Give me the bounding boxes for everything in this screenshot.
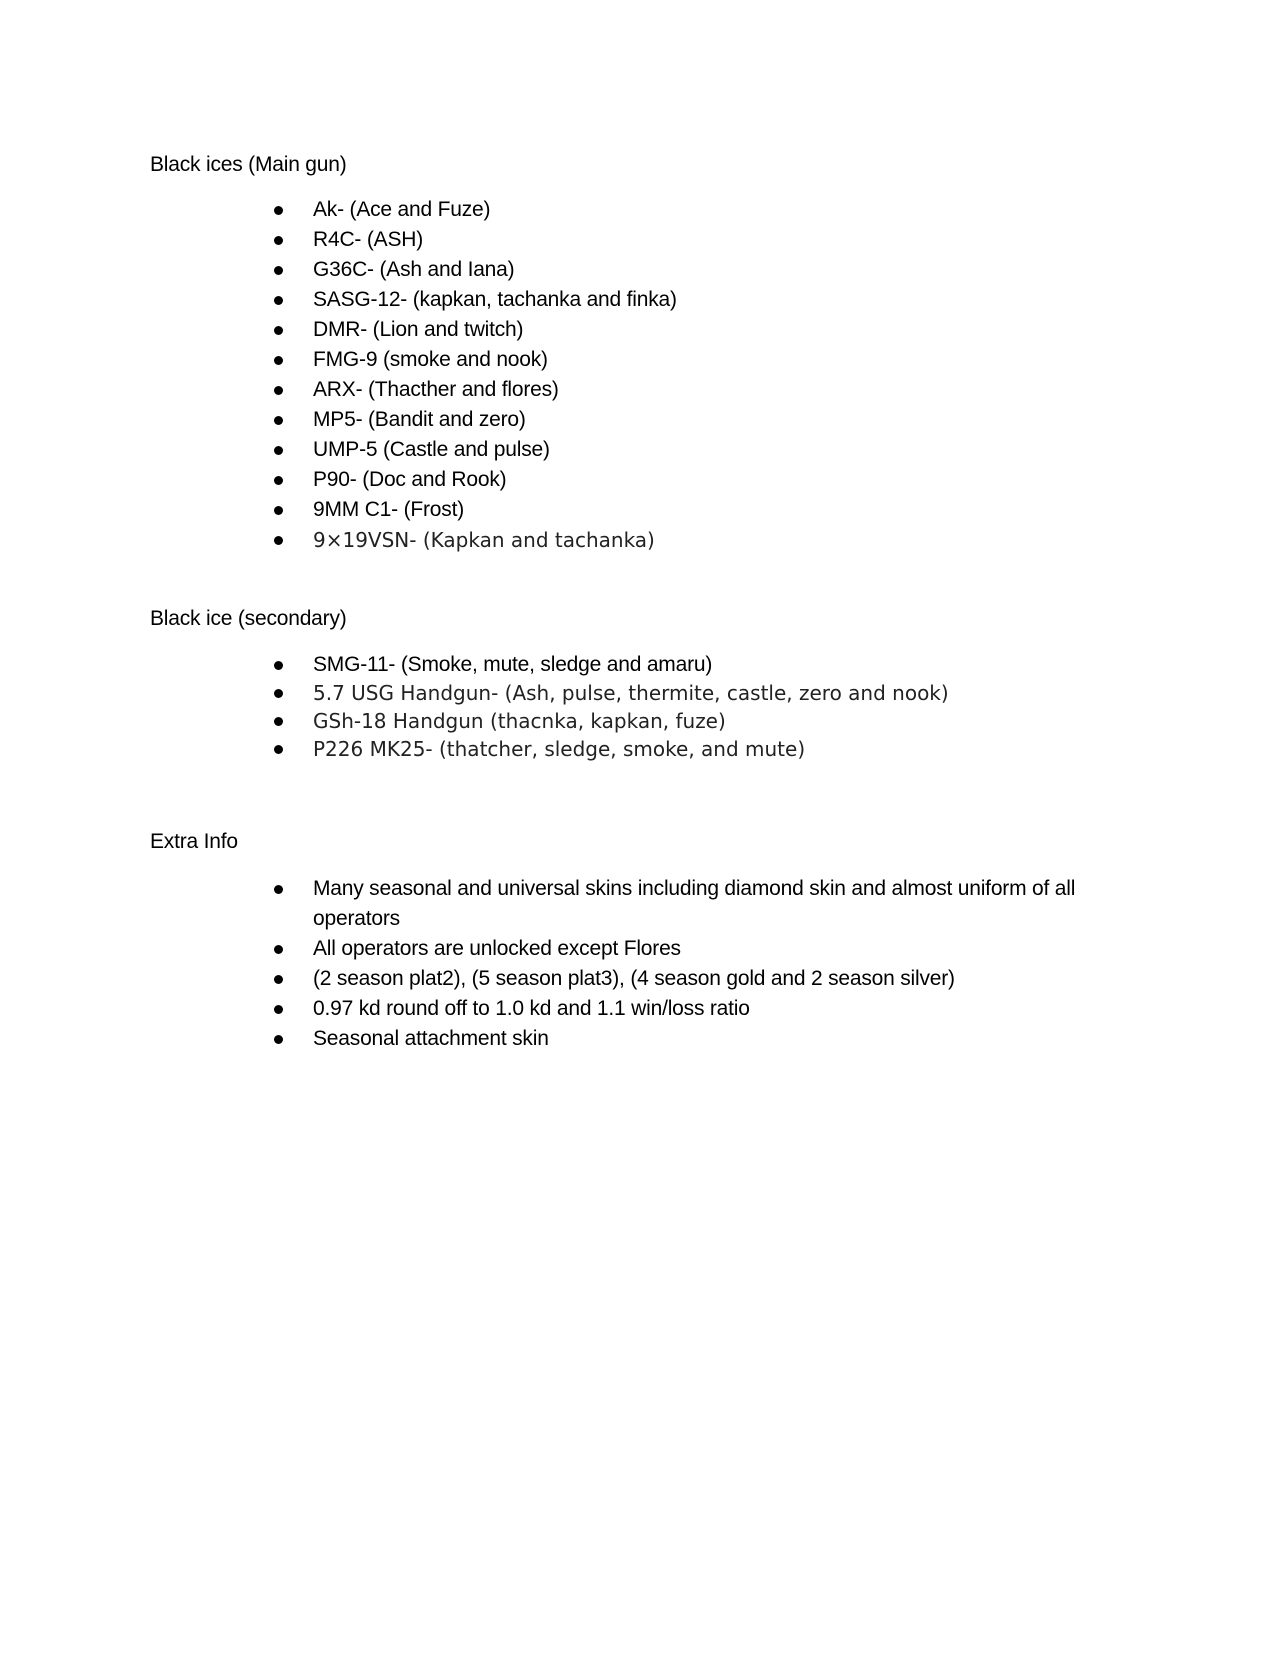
list-extra-info (150, 874, 1130, 1054)
bullet-icon (274, 386, 283, 395)
bullet-icon (274, 689, 283, 698)
list-item (150, 679, 1130, 707)
heading-secondary: Black ice (secondary) (150, 607, 347, 630)
bullet-icon (274, 1035, 283, 1044)
list-item-text: Many seasonal and universal skins including diamond skin and almost uniform of all operators (313, 877, 1076, 930)
list-item (150, 934, 1130, 964)
list-item-text: (2 season plat2), (5 season plat3), (4 season gold and 2 season silver) (313, 967, 955, 990)
list-item-text: P90- (Doc and Rook) (313, 468, 507, 491)
list-item (150, 405, 1130, 435)
list-item-text: All operators are unlocked except Flores (313, 937, 681, 960)
list-item (150, 1024, 1130, 1054)
bullet-icon (274, 745, 283, 754)
list-item-text: DMR- (Lion and twitch) (313, 318, 524, 341)
bullet-icon (274, 476, 283, 485)
list-item-text: G36C- (Ash and Iana) (313, 258, 515, 281)
list-item-text: 5.7 USG Handgun- (Ash, pulse, thermite, castle, zero and nook) (313, 681, 949, 705)
list-item (150, 195, 1130, 225)
section-extra-info (150, 827, 1130, 1054)
list-item (150, 525, 1130, 555)
list-item-text: SASG-12- (kapkan, tachanka and finka) (313, 288, 677, 311)
list-item-text: SMG-11- (Smoke, mute, sledge and amaru) (313, 653, 713, 676)
list-item-text: 0.97 kd round off to 1.0 kd and 1.1 win/loss ratio (313, 997, 750, 1020)
list-item (150, 495, 1130, 525)
bullet-icon (274, 356, 283, 365)
list-item-text: 9×19VSN- (Kapkan and tachanka) (313, 528, 655, 552)
bullet-icon (274, 661, 283, 670)
bullet-icon (274, 536, 283, 545)
bullet-icon (274, 236, 283, 245)
list-item-text: Seasonal attachment skin (313, 1027, 549, 1050)
list-item (150, 964, 1130, 994)
bullet-icon (274, 885, 283, 894)
list-item (150, 735, 1130, 763)
bullet-icon (274, 506, 283, 515)
list-item (150, 285, 1130, 315)
list-item (150, 255, 1130, 285)
list-item (150, 345, 1130, 375)
heading-extra-info: Extra Info (150, 830, 238, 853)
section-secondary (150, 604, 1130, 763)
list-item (150, 375, 1130, 405)
list-item (150, 225, 1130, 255)
bullet-icon (274, 206, 283, 215)
heading-main-gun: Black ices (Main gun) (150, 153, 347, 176)
list-secondary (150, 651, 1130, 763)
list-item-text: Ak- (Ace and Fuze) (313, 198, 491, 221)
list-item-text: ARX- (Thacther and flores) (313, 378, 559, 401)
bullet-icon (274, 446, 283, 455)
list-item-text: UMP-5 (Castle and pulse) (313, 438, 550, 461)
list-item-text: MP5- (Bandit and zero) (313, 408, 526, 431)
list-item (150, 435, 1130, 465)
list-item (150, 994, 1130, 1024)
section-main-gun (150, 150, 1130, 555)
list-item-text: R4C- (ASH) (313, 228, 424, 251)
bullet-icon (274, 975, 283, 984)
list-item (150, 707, 1130, 735)
list-item (150, 651, 1130, 679)
bullet-icon (274, 945, 283, 954)
bullet-icon (274, 326, 283, 335)
list-item-text: FMG-9 (smoke and nook) (313, 348, 548, 371)
bullet-icon (274, 296, 283, 305)
list-item-text: 9MM C1- (Frost) (313, 498, 464, 521)
list-item (150, 315, 1130, 345)
list-item-text: P226 MK25- (thatcher, sledge, smoke, and mute) (313, 737, 806, 761)
bullet-icon (274, 717, 283, 726)
list-item (150, 874, 1130, 934)
list-item (150, 465, 1130, 495)
list-main-gun (150, 195, 1130, 555)
bullet-icon (274, 266, 283, 275)
bullet-icon (274, 416, 283, 425)
list-item-text: GSh-18 Handgun (thacnka, kapkan, fuze) (313, 709, 726, 733)
bullet-icon (274, 1005, 283, 1014)
